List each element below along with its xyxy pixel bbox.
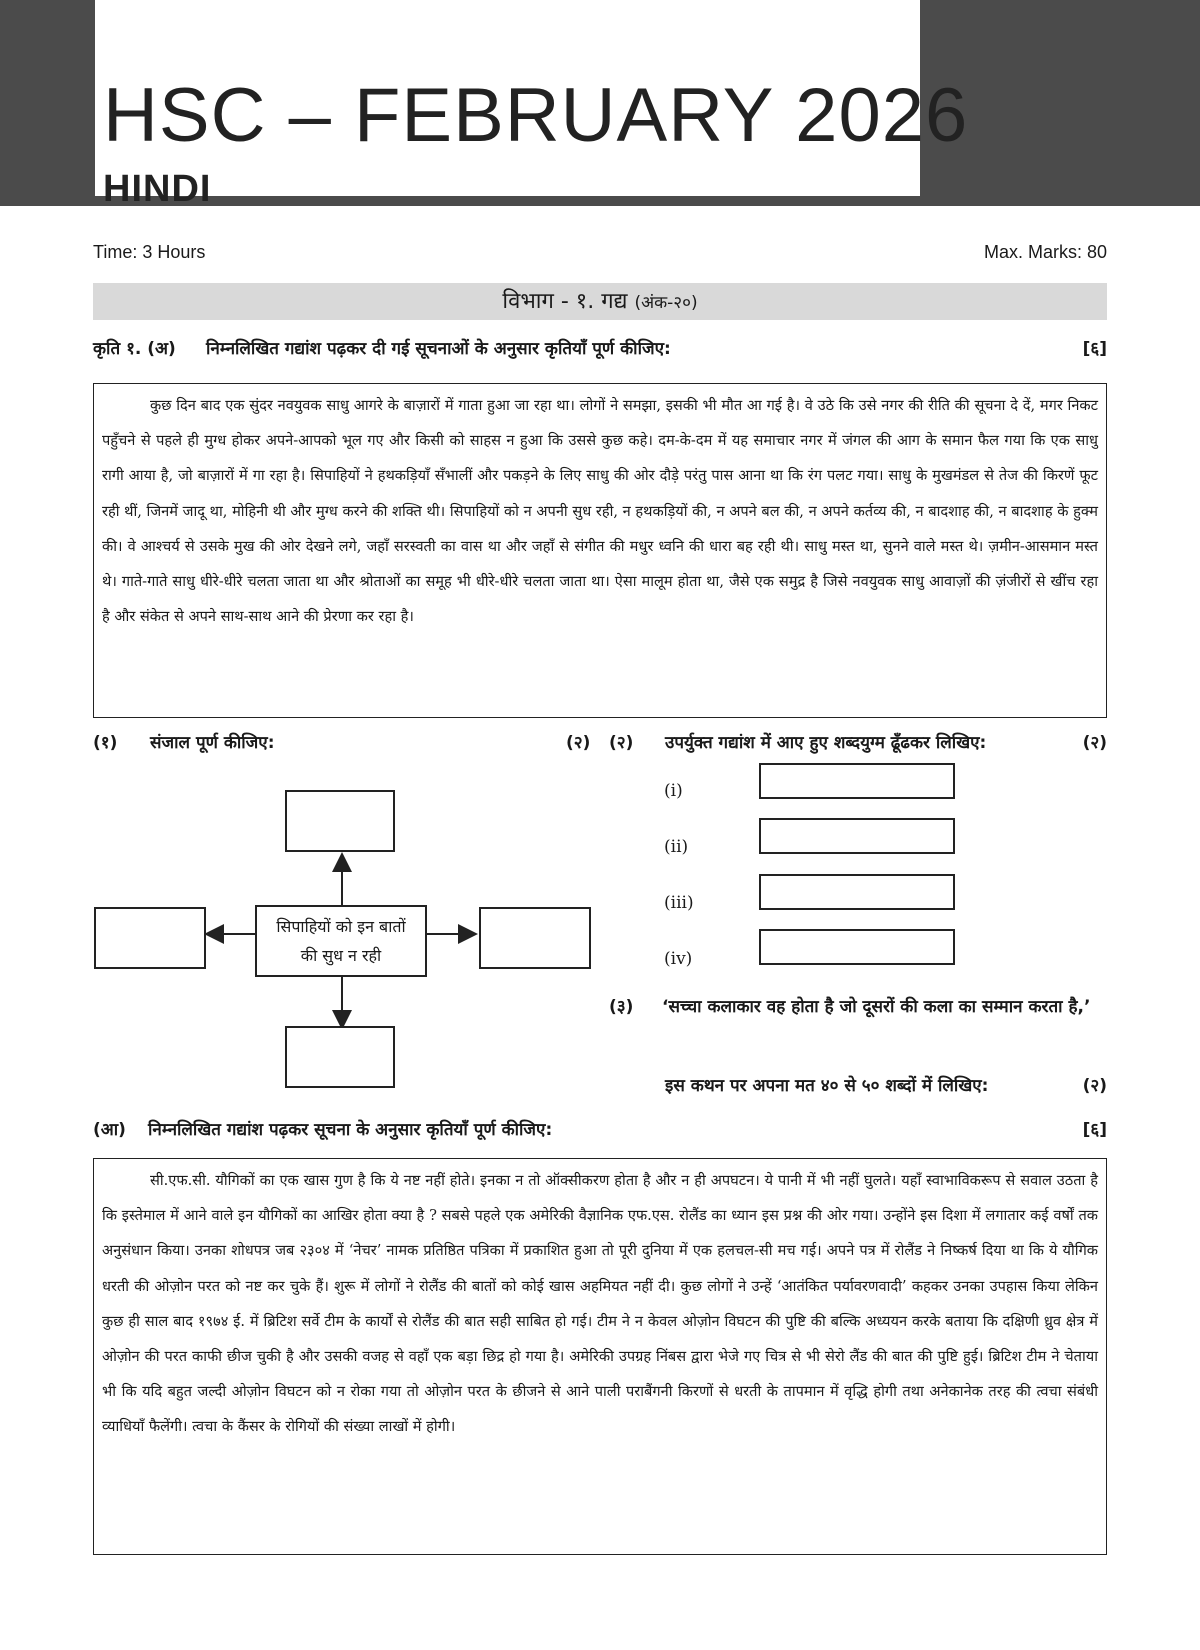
- passage-b: [93, 1158, 1107, 1555]
- exam-title: HSC – FEBRUARY 2026: [103, 73, 969, 158]
- section-header: [93, 283, 1107, 320]
- subject-title: HINDI: [103, 168, 212, 210]
- q1b-instruction: निम्नलिखित गद्यांश पढ़कर सूचना के अनुसार कृतियाँ पूर्ण कीजिए:: [148, 1120, 553, 1140]
- web-bottom-box: [285, 1026, 395, 1088]
- sub3-marks: (२): [1082, 1076, 1107, 1096]
- section-marks: (अंक-२०): [634, 293, 698, 313]
- sub1-number: (१): [93, 733, 118, 753]
- passage-a-text: कुछ दिन बाद एक सुंदर नवयुवक साधु आगरे के बाज़ारों में गाता हुआ जा रहा था। लोगों ने समझा, इसकी भी मौत आ गई है। वे उठे कि उसे नगर की रीति की सूचना दे दें, मगर निकट पहुँचने से पहले ही मुग्ध होकर अपने-आपको भूल गए और किसी को साहस न हुआ कि उससे कुछ कहे। दम-के-दम में यह समाचार नगर में जंगल की आग के समान फैल गया कि एक साधु रागी आया है, जो बाज़ारों में गा रहा है। सिपाहियों ने हथकड़ियाँ सँभालीं और पकड़ने के लिए साधु की ओर दौड़े परंतु पास आना था कि रंग पलट गया। साधु के मुखमंडल से तेज की किरणें फूट रही थीं, जिनमें जादू था, मोहिनी थी और मुग्ध करने की शक्ति थी। सिपाहियों को न अपनी सुध रही, न हथकड़ियों की, न अपने बल की, न अपने कर्तव्य की, न बादशाह की, न बादशाह के हुक्म की। वे आश्चर्य से उसके मुख की ओर देखने लगे, जहाँ सरस्वती का वास था और जहाँ से संगीत की मधुर ध्वनि की धारा बह रही थी। साधु मस्त था, सुनने वाले मस्त थे। ज़मीन-आसमान मस्त थे। गाते-गाते साधु धीरे-धीरे चलता जाता था और श्रोताओं का समूह भी धीरे-धीरे चलता जाता था। ऐसा मालूम होता था, जैसे एक समुद्र है जिसे नवयुवक साधु आवाज़ों की ज़ंजीरों से खींच रहा है और संकेत से अपने साथ-साथ आने की प्रेरणा कर रहा है।: [102, 397, 1098, 626]
- web-center-text: सिपाहियों को इन बातों की सुध न रही: [276, 917, 406, 965]
- web-center-box: [255, 905, 427, 977]
- answer-box-iii[interactable]: [759, 874, 955, 910]
- sub1-instruction: संजाल पूर्ण कीजिए:: [150, 733, 275, 753]
- web-right-box: [479, 907, 591, 969]
- subject-rule: [228, 197, 920, 206]
- sub2-marks: (२): [1082, 733, 1107, 753]
- item-i: (i): [664, 781, 683, 801]
- web-top-box: [285, 790, 395, 852]
- max-marks-label: Max. Marks: 80: [983, 242, 1107, 262]
- sub2-number: (२): [609, 733, 634, 753]
- item-ii: (ii): [664, 837, 689, 857]
- time-label: Time: 3 Hours: [93, 242, 206, 262]
- q1b-label: (आ): [93, 1120, 126, 1140]
- q1a-instruction: निम्नलिखित गद्यांश पढ़कर दी गई सूचनाओं के अनुसार कृतियाँ पूर्ण कीजिए:: [206, 339, 671, 359]
- q1a-label: कृति १. (अ): [93, 339, 176, 359]
- item-iii: (iii): [664, 893, 694, 913]
- section-title: विभाग - १. गद्य: [502, 289, 628, 314]
- q1b-marks: [६]: [1082, 1120, 1107, 1140]
- sub3-instruction: इस कथन पर अपना मत ४० से ५० शब्दों में लिखिए:: [665, 1076, 989, 1096]
- answer-box-ii[interactable]: [759, 818, 955, 854]
- sub1-marks: (२): [566, 733, 591, 753]
- sub2-instruction: उपर्युक्त गद्यांश में आए हुए शब्दयुग्म ढूँढकर लिखिए:: [665, 733, 987, 753]
- item-iv: (iv): [664, 949, 693, 969]
- sub3-quote: ‘सच्चा कलाकार वह होता है जो दूसरों की कला का सम्मान करता है,’: [662, 997, 1091, 1017]
- sub3-number: (३): [609, 997, 634, 1017]
- passage-a: [93, 383, 1107, 718]
- q1a-marks: [६]: [1082, 339, 1107, 359]
- web-left-box: [94, 907, 206, 969]
- answer-box-i[interactable]: [759, 763, 955, 799]
- passage-b-text: सी.एफ.सी. यौगिकों का एक खास गुण है कि ये नष्ट नहीं होते। इनका न तो ऑक्सीकरण होता है और न ही अपघटन। ये पानी में भी नहीं घुलते। यहाँ स्वाभाविकरूप से सवाल उठता है कि इस्तेमाल में आने वाले इन यौगिकों का आखिर होता क्या है ? सबसे पहले एक अमेरिकी वैज्ञानिक एफ.एस. रोलैंड का ध्यान इस प्रश्न की ओर गया। उन्होंने इस दिशा में लगातार कई वर्षों तक अनुसंधान किया। उनका शोधपत्र जब २३०४ में ‘नेचर’ नामक प्रतिष्ठित पत्रिका में प्रकाशित हुआ तो पूरी दुनिया में एक हलचल-सी मच गई। अपने पत्र में रोलैंड ने निष्कर्ष दिया था कि ये यौगिक धरती की ओज़ोन परत को नष्ट कर चुके हैं। शुरू में लोगों ने रोलैंड की बातों को कोई खास अहमियत नहीं दी। कुछ लोगों ने उन्हें ‘आतंकित पर्यावरणवादी’ कहकर उनका उपहास किया लेकिन कुछ ही साल बाद १९७४ ई. में ब्रिटिश सर्वे टीम के कार्यों से रोलैंड की बात सही साबित हो गई। टीम ने न केवल ओज़ोन विघटन की पुष्टि की बल्कि अध्ययन करके बताया कि दक्षिणी ध्रुव क्षेत्र में ओज़ोन की परत काफी छीज चुकी है और उसकी वजह से वहाँ एक बड़ा छिद्र हो गया है। अमेरिकी उपग्रह निंबस द्वारा भेजे गए चित्र से भी सेरो लैंड की बात की पुष्टि हुई। ब्रिटिश टीम ने चेताया भी कि यदि बहुत जल्दी ओज़ोन विघटन को न रोका गया तो ओज़ोन परत के छीजने से आने पाली पराबैंगनी किरणों से धरती के तापमान में वृद्धि होगी तथा अनेकानेक तरह की त्वचा संबंधी व्याधियाँ फैलेंगी। त्वचा के कैंसर के रोगियों की संख्या लाखों में होगी।: [102, 1172, 1098, 1436]
- answer-box-iv[interactable]: [759, 929, 955, 965]
